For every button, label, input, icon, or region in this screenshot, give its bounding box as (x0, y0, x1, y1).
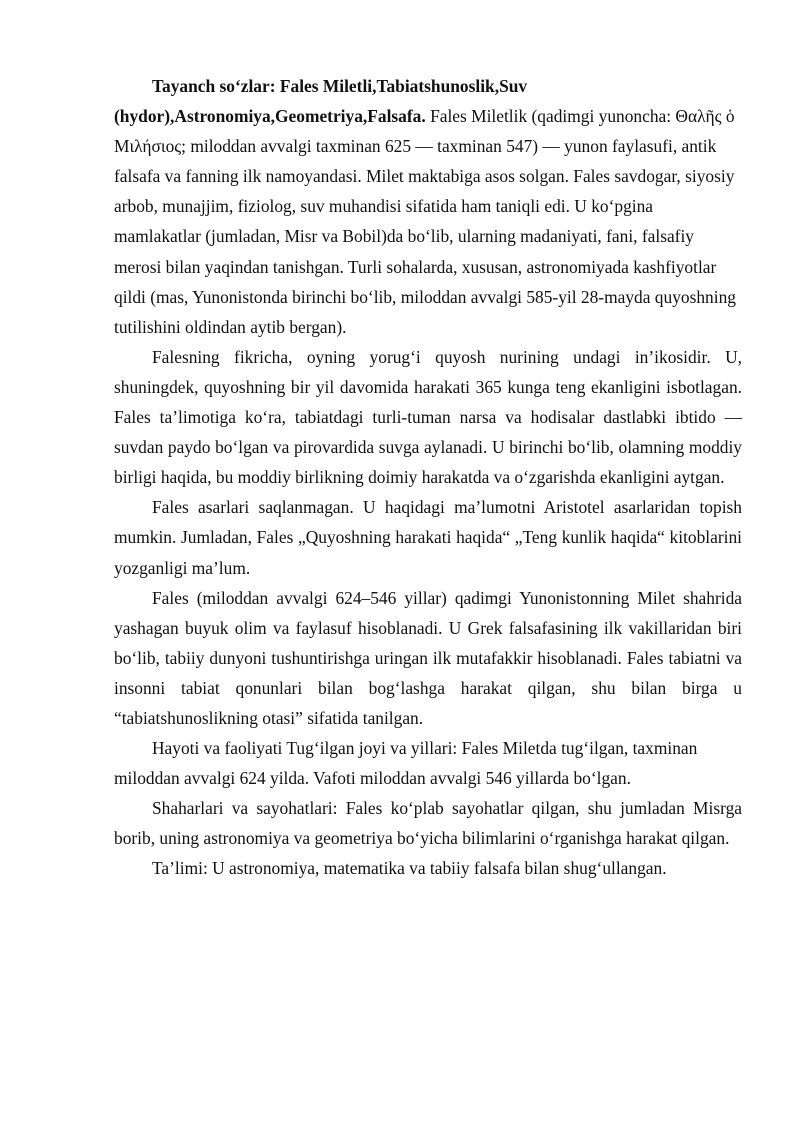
paragraph-education: Ta’limi: U astronomiya, matematika va tabiiy falsafa bilan shug‘ullangan. (152, 858, 667, 879)
keywords-paragraph (114, 71, 742, 342)
paragraph-biography: Fales (miloddan avvalgi 624–546 yillar) qadimgi Yunonistonning Milet shahrida yashagan buyuk olim va faylasuf hisoblanadi. U Grek falsafasining ilk vakillaridan biri bo‘lib, tabiiy dunyoni tushuntirishga uringan ilk mutafakkir hisoblanadi. Fales tabiatni va insonni tabiat qonunlari bilan bog‘lashga harakat qilgan, shu bilan birga u “tabiatshunoslikning otasi” sifatida tanilgan. (114, 587, 742, 728)
document-body (114, 71, 742, 884)
keywords-label: Tayanch so‘zlar: (152, 76, 276, 96)
paragraph-life: Hayoti va faoliyati Tug‘ilgan joyi va yillari: Fales Miletda tug‘ilgan, taxminan miloddan avvalgi 624 yilda. Vafoti miloddan avvalgi 546 yillarda bo‘lgan. (114, 738, 698, 789)
paragraph-travels: Shaharlari va sayohatlari: Fales ko‘plab sayohatlar qilgan, shu jumladan Misrga borib, uning astronomiya va geometriya bo‘yicha bilimlarini o‘rganishga harakat qilgan. (114, 798, 742, 849)
keywords-list: Fales Miletli,Tabiatshunoslik,Suv (hydor),Astronomiya,Geometriya,Falsafa. (114, 76, 528, 127)
paragraph-moon-light: Falesning fikricha, oyning yorug‘i quyosh nurining undagi in’ikosidir. U, shuningdek, quyoshning bir yil davomida harakati 365 kunga teng ekanligini isbotlagan. Fales ta’limotiga ko‘ra, tabiatdagi turli-tuman narsa va hodisalar dastlabki ibtido — suvdan paydo bo‘lgan va pirovardida suvga aylanadi. U birinchi bo‘lib, olamning moddiy birligi haqida, bu moddiy birlikning doimiy harakatda va o‘zgarishda ekanligini aytgan. (114, 346, 742, 488)
paragraph-works: Fales asarlari saqlanmagan. U haqidagi ma’lumotni Aristotel asarlaridan topish mumkin. Jumladan, Fales „Quyoshning harakati haqida“ „Teng kunlik haqida“ kitoblarini yozganligi ma’lum. (114, 497, 742, 578)
intro-text: Fales Miletlik (qadimgi yunoncha: Θαλῆς ὁ Μιλήσιος; miloddan avvalgi taxminan 625 — taxminan 547) — yunon faylasufi, antik falsafa va fanning ilk namoyandasi. Milet maktabiga asos solgan. Fales savdogar, siyosiy arbob, munajjim, fiziolog, suv muhandisi sifatida ham taniqli edi. U ko‘pgina mamlakatlar (jumladan, Misr va Bobil)da bo‘lib, ularning madaniyati, fani, falsafiy merosi bilan yaqindan tanishgan. Turli sohalarda, xususan, astronomiyada kashfiyotlar qildi (mas, Yunonistonda birinchi bo‘lib, miloddan avvalgi 585-yil 28-mayda quyoshning tutilishini oldindan aytib bergan). (114, 106, 736, 337)
